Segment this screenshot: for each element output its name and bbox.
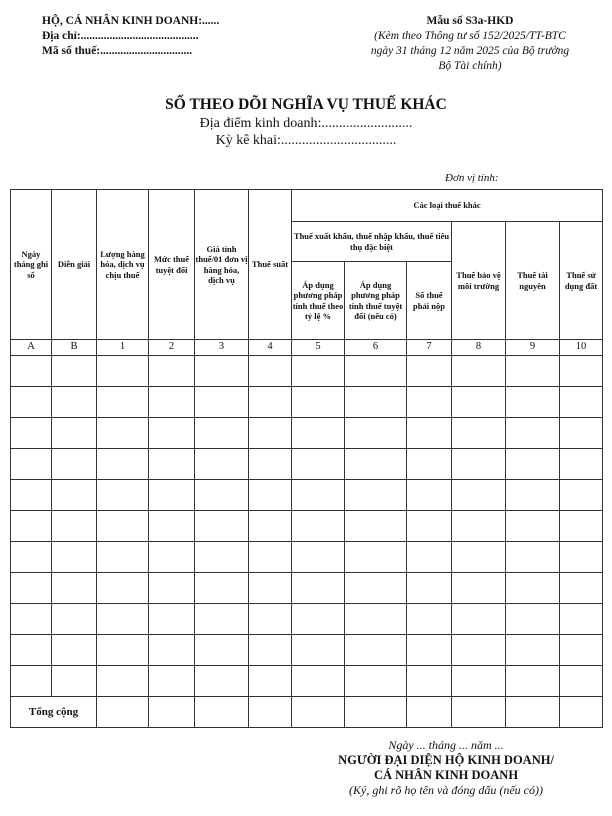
code-cell: 2 bbox=[149, 340, 195, 356]
table-cell[interactable] bbox=[195, 480, 249, 511]
total-label: Tổng cộng bbox=[11, 697, 97, 728]
total-cell bbox=[195, 697, 249, 728]
table-cell[interactable] bbox=[97, 573, 149, 604]
code-cell: 8 bbox=[452, 340, 506, 356]
table-cell[interactable] bbox=[52, 542, 97, 573]
table-cell[interactable] bbox=[11, 573, 52, 604]
table-row bbox=[11, 449, 603, 480]
table-row bbox=[11, 511, 603, 542]
subgroup-header-import-export: Thuế xuất khẩu, thuế nhập khẩu, thuế tiêu thụ đặc biệt bbox=[292, 222, 452, 262]
table-cell[interactable] bbox=[506, 387, 560, 418]
table-cell[interactable] bbox=[560, 604, 603, 635]
code-cell: 4 bbox=[249, 340, 292, 356]
table-cell[interactable] bbox=[407, 356, 452, 387]
col-header-tax-payable: Số thuế phải nộp bbox=[407, 262, 452, 340]
table-row bbox=[11, 356, 603, 387]
signature-title-2: CÁ NHÂN KINH DOANH bbox=[373, 768, 519, 782]
total-cell bbox=[407, 697, 452, 728]
table-cell[interactable] bbox=[407, 449, 452, 480]
table-cell[interactable] bbox=[345, 449, 407, 480]
table-cell[interactable] bbox=[249, 387, 292, 418]
col-header-date: Ngày tháng ghi sổ bbox=[11, 190, 52, 340]
table-cell[interactable] bbox=[560, 511, 603, 542]
table-cell[interactable] bbox=[506, 573, 560, 604]
table-cell[interactable] bbox=[249, 666, 292, 697]
table-cell[interactable] bbox=[560, 356, 603, 387]
code-cell: A bbox=[11, 340, 52, 356]
table-cell[interactable] bbox=[97, 356, 149, 387]
table-cell[interactable] bbox=[292, 573, 345, 604]
table-cell[interactable] bbox=[452, 449, 506, 480]
table-cell[interactable] bbox=[52, 480, 97, 511]
table-cell[interactable] bbox=[52, 356, 97, 387]
table-cell[interactable] bbox=[292, 511, 345, 542]
table-cell[interactable] bbox=[506, 635, 560, 666]
table-cell[interactable] bbox=[149, 449, 195, 480]
col-header-unit-price: Giá tính thuế/01 đơn vị hàng hóa, dịch vụ bbox=[195, 190, 249, 340]
page-title: SỔ THEO DÕI NGHĨA VỤ THUẾ KHÁC bbox=[165, 96, 447, 113]
column-code-row bbox=[11, 340, 603, 356]
table-cell[interactable] bbox=[249, 604, 292, 635]
table-cell[interactable] bbox=[292, 480, 345, 511]
form-reference bbox=[340, 14, 600, 74]
code-cell: 6 bbox=[345, 340, 407, 356]
table-cell[interactable] bbox=[149, 480, 195, 511]
table-cell[interactable] bbox=[407, 604, 452, 635]
table-row bbox=[11, 542, 603, 573]
table-cell[interactable] bbox=[249, 573, 292, 604]
table-cell[interactable] bbox=[452, 635, 506, 666]
table-cell[interactable] bbox=[97, 449, 149, 480]
table-cell[interactable] bbox=[292, 542, 345, 573]
table-cell[interactable] bbox=[195, 666, 249, 697]
table-row bbox=[11, 418, 603, 449]
col-header-description: Diễn giải bbox=[52, 190, 97, 340]
table-cell[interactable] bbox=[149, 666, 195, 697]
col-header-tax-rate: Thuế suất bbox=[249, 190, 292, 340]
table-cell[interactable] bbox=[345, 635, 407, 666]
col-header-land-tax: Thuế sử dụng đất bbox=[560, 222, 603, 340]
table-cell[interactable] bbox=[345, 573, 407, 604]
table-cell[interactable] bbox=[195, 511, 249, 542]
table-cell[interactable] bbox=[52, 666, 97, 697]
business-name-field: HỘ, CÁ NHÂN KINH DOANH:...... bbox=[42, 15, 220, 27]
table-cell[interactable] bbox=[292, 418, 345, 449]
period-field: Kỳ kê khai:................................. bbox=[215, 133, 397, 148]
tax-ledger-table bbox=[10, 189, 603, 728]
table-cell[interactable] bbox=[292, 356, 345, 387]
table-cell[interactable] bbox=[52, 635, 97, 666]
table-row bbox=[11, 387, 603, 418]
subtitle bbox=[0, 115, 612, 149]
group-header-other-taxes: Các loại thuế khác bbox=[292, 190, 603, 222]
table-cell[interactable] bbox=[52, 449, 97, 480]
table-cell[interactable] bbox=[407, 418, 452, 449]
table-row bbox=[11, 604, 603, 635]
table-cell[interactable] bbox=[292, 666, 345, 697]
table-cell[interactable] bbox=[149, 511, 195, 542]
col-header-absolute-method: Áp dụng phương pháp tính thuế tuyệt đối (nếu có) bbox=[345, 262, 407, 340]
table-cell[interactable] bbox=[149, 635, 195, 666]
total-cell bbox=[506, 697, 560, 728]
col-header-quantity: Lượng hàng hóa, dịch vụ chịu thuế bbox=[97, 190, 149, 340]
form-note-3: Bộ Tài chính) bbox=[438, 60, 502, 72]
table-cell[interactable] bbox=[345, 666, 407, 697]
table-cell[interactable] bbox=[52, 573, 97, 604]
form-note-1: (Kèm theo Thông tư số 152/2025/TT-BTC bbox=[374, 30, 566, 42]
table-cell[interactable] bbox=[560, 480, 603, 511]
total-cell bbox=[292, 697, 345, 728]
table-cell[interactable] bbox=[249, 418, 292, 449]
table-cell[interactable] bbox=[506, 480, 560, 511]
code-cell: 5 bbox=[292, 340, 345, 356]
table-cell[interactable] bbox=[97, 387, 149, 418]
table-cell[interactable] bbox=[452, 480, 506, 511]
table-cell[interactable] bbox=[560, 449, 603, 480]
signature-title-1: NGƯỜI ĐẠI DIỆN HỘ KINH DOANH/ bbox=[338, 753, 554, 767]
table-cell[interactable] bbox=[506, 666, 560, 697]
table-cell[interactable] bbox=[292, 387, 345, 418]
table-row bbox=[11, 573, 603, 604]
table-cell[interactable] bbox=[249, 356, 292, 387]
code-cell: 3 bbox=[195, 340, 249, 356]
col-header-percent-method: Áp dụng phương pháp tính thuế theo tỷ lệ % bbox=[292, 262, 345, 340]
table-cell[interactable] bbox=[97, 542, 149, 573]
signature-block bbox=[280, 738, 612, 798]
table-cell[interactable] bbox=[345, 387, 407, 418]
table-cell[interactable] bbox=[11, 480, 52, 511]
table-cell[interactable] bbox=[407, 387, 452, 418]
form-note-2: ngày 31 tháng 12 năm 2025 của Bộ trưởng bbox=[370, 45, 570, 57]
total-cell bbox=[560, 697, 603, 728]
table-cell[interactable] bbox=[506, 418, 560, 449]
table-cell[interactable] bbox=[506, 356, 560, 387]
table-cell[interactable] bbox=[506, 449, 560, 480]
table-cell[interactable] bbox=[560, 542, 603, 573]
table-cell[interactable] bbox=[292, 449, 345, 480]
table-cell[interactable] bbox=[52, 511, 97, 542]
table-cell[interactable] bbox=[11, 666, 52, 697]
table-cell[interactable] bbox=[560, 635, 603, 666]
col-header-absolute-rate: Mức thuế tuyệt đối bbox=[149, 190, 195, 340]
table-cell[interactable] bbox=[560, 666, 603, 697]
table-cell[interactable] bbox=[452, 387, 506, 418]
table-cell[interactable] bbox=[407, 573, 452, 604]
table-cell[interactable] bbox=[249, 480, 292, 511]
table-cell[interactable] bbox=[560, 418, 603, 449]
table-cell[interactable] bbox=[195, 604, 249, 635]
table-cell[interactable] bbox=[11, 635, 52, 666]
table-cell[interactable] bbox=[11, 356, 52, 387]
col-header-environment-tax: Thuế bảo vệ môi trường bbox=[452, 222, 506, 340]
table-cell[interactable] bbox=[560, 573, 603, 604]
table-cell[interactable] bbox=[407, 511, 452, 542]
table-cell[interactable] bbox=[345, 542, 407, 573]
table-cell[interactable] bbox=[52, 604, 97, 635]
table-cell[interactable] bbox=[195, 573, 249, 604]
table-cell[interactable] bbox=[407, 480, 452, 511]
table-cell[interactable] bbox=[149, 573, 195, 604]
total-cell bbox=[345, 697, 407, 728]
table-row bbox=[11, 666, 603, 697]
table-cell[interactable] bbox=[97, 666, 149, 697]
unit-label: Đơn vị tính: bbox=[445, 172, 499, 184]
table-cell[interactable] bbox=[11, 604, 52, 635]
table-cell[interactable] bbox=[149, 418, 195, 449]
table-row bbox=[11, 480, 603, 511]
table-cell[interactable] bbox=[506, 542, 560, 573]
table-cell[interactable] bbox=[452, 356, 506, 387]
table-cell[interactable] bbox=[195, 387, 249, 418]
address-field: Địa chỉ:......................................... bbox=[42, 30, 199, 42]
table-cell[interactable] bbox=[97, 635, 149, 666]
table-cell[interactable] bbox=[452, 666, 506, 697]
table-cell[interactable] bbox=[195, 635, 249, 666]
table-cell[interactable] bbox=[97, 511, 149, 542]
table-cell[interactable] bbox=[452, 573, 506, 604]
table-cell[interactable] bbox=[452, 542, 506, 573]
table-cell[interactable] bbox=[292, 635, 345, 666]
code-cell: 1 bbox=[97, 340, 149, 356]
table-cell[interactable] bbox=[195, 418, 249, 449]
table-cell[interactable] bbox=[345, 418, 407, 449]
table-cell[interactable] bbox=[506, 511, 560, 542]
table-cell[interactable] bbox=[195, 542, 249, 573]
code-cell: 9 bbox=[506, 340, 560, 356]
table-cell[interactable] bbox=[249, 511, 292, 542]
form-number: Mẫu số S3a-HKD bbox=[426, 15, 514, 27]
table-cell[interactable] bbox=[506, 604, 560, 635]
code-cell: B bbox=[52, 340, 97, 356]
table-cell[interactable] bbox=[249, 449, 292, 480]
table-cell[interactable] bbox=[149, 387, 195, 418]
table-cell[interactable] bbox=[11, 449, 52, 480]
tax-code-field: Mã số thuế:................................ bbox=[42, 45, 193, 57]
table-cell[interactable] bbox=[149, 604, 195, 635]
signature-date: Ngày ... tháng ... năm ... bbox=[388, 738, 504, 752]
table-row bbox=[11, 635, 603, 666]
table-cell[interactable] bbox=[97, 604, 149, 635]
code-cell: 10 bbox=[560, 340, 603, 356]
table-cell[interactable] bbox=[407, 635, 452, 666]
table-cell[interactable] bbox=[452, 418, 506, 449]
business-info bbox=[42, 14, 219, 59]
total-cell bbox=[97, 697, 149, 728]
table-cell[interactable] bbox=[97, 418, 149, 449]
table-cell[interactable] bbox=[292, 604, 345, 635]
table-cell[interactable] bbox=[249, 542, 292, 573]
table-cell[interactable] bbox=[345, 511, 407, 542]
table-cell[interactable] bbox=[195, 356, 249, 387]
table-cell[interactable] bbox=[452, 604, 506, 635]
table-cell[interactable] bbox=[11, 511, 52, 542]
table-cell[interactable] bbox=[249, 635, 292, 666]
table-cell[interactable] bbox=[345, 480, 407, 511]
table-cell[interactable] bbox=[560, 387, 603, 418]
table-cell[interactable] bbox=[52, 387, 97, 418]
total-cell bbox=[452, 697, 506, 728]
location-field: Địa điểm kinh doanh:.......................... bbox=[199, 116, 413, 131]
table-cell[interactable] bbox=[195, 449, 249, 480]
table-cell[interactable] bbox=[149, 542, 195, 573]
total-cell bbox=[149, 697, 195, 728]
table-cell[interactable] bbox=[149, 356, 195, 387]
table-cell[interactable] bbox=[97, 480, 149, 511]
table-cell[interactable] bbox=[52, 418, 97, 449]
table-cell[interactable] bbox=[11, 418, 52, 449]
table-cell[interactable] bbox=[407, 542, 452, 573]
table-cell[interactable] bbox=[345, 604, 407, 635]
table-cell[interactable] bbox=[345, 356, 407, 387]
table-cell[interactable] bbox=[407, 666, 452, 697]
total-row bbox=[11, 697, 603, 728]
total-cell bbox=[249, 697, 292, 728]
col-header-resource-tax: Thuế tài nguyên bbox=[506, 222, 560, 340]
table-cell[interactable] bbox=[11, 542, 52, 573]
signature-note: (Ký, ghi rõ họ tên và đóng dấu (nếu có)) bbox=[349, 783, 543, 797]
code-cell: 7 bbox=[407, 340, 452, 356]
table-cell[interactable] bbox=[11, 387, 52, 418]
table-cell[interactable] bbox=[452, 511, 506, 542]
